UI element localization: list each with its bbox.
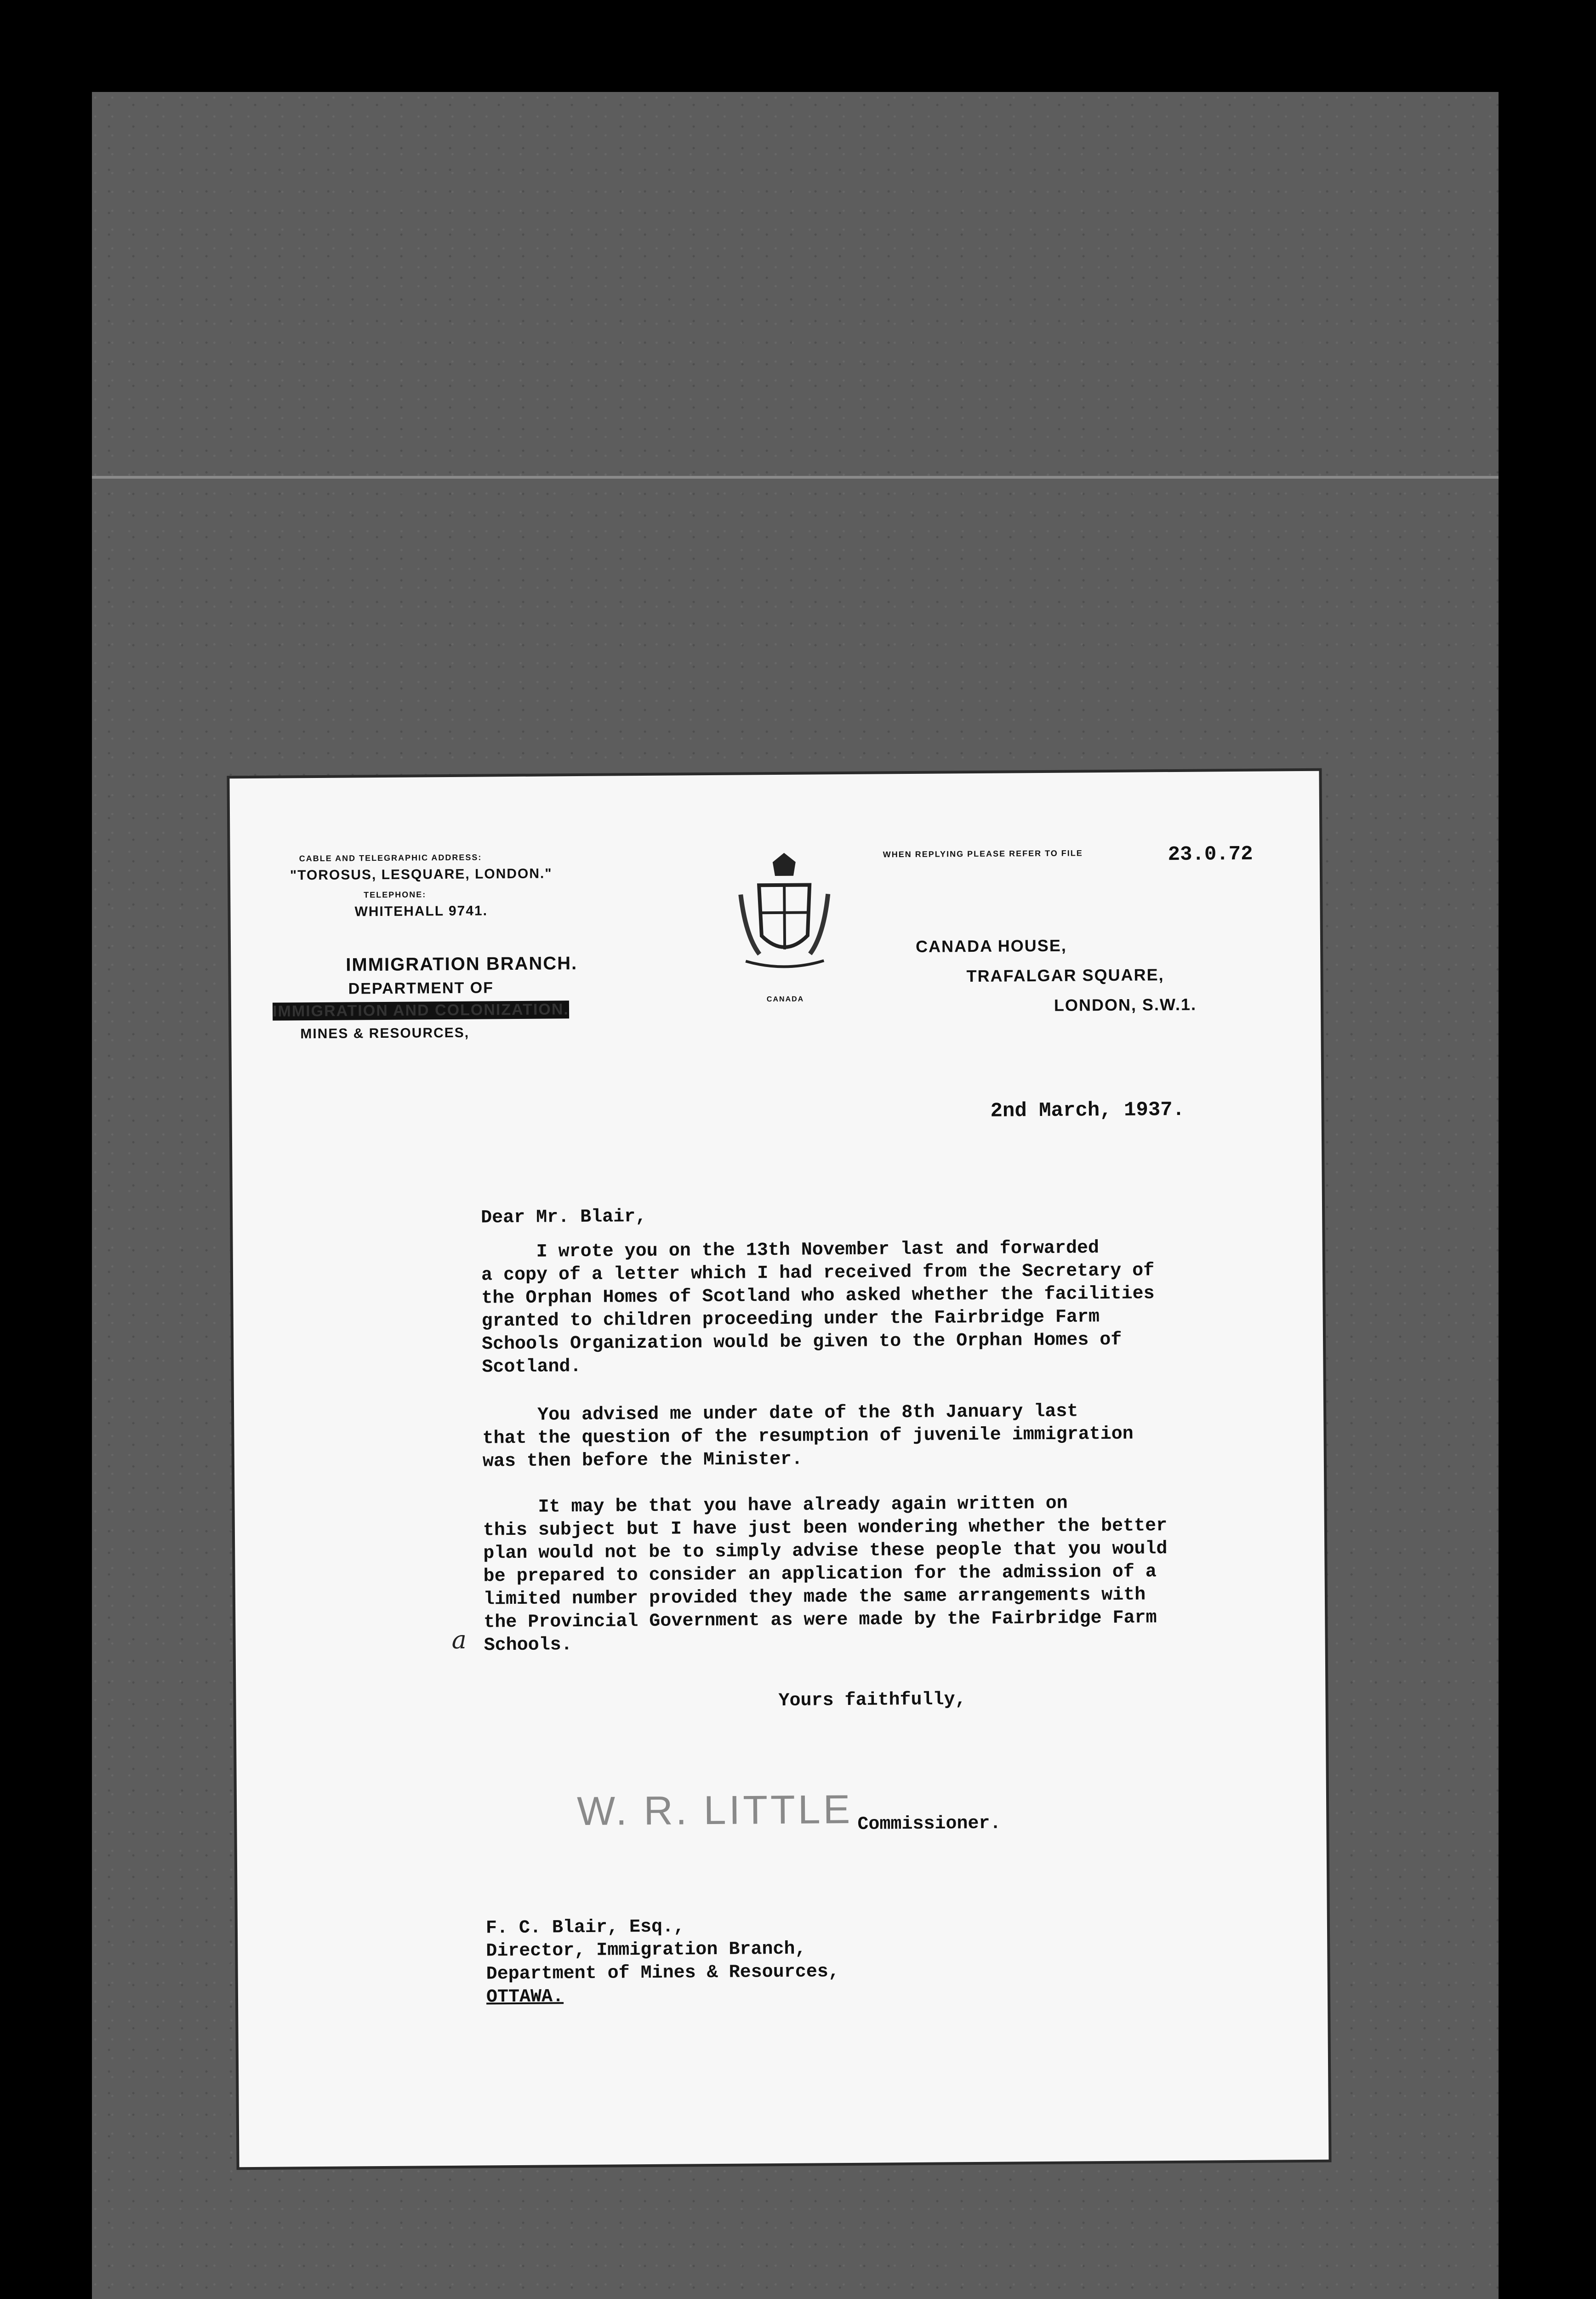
crest-label: CANADA xyxy=(766,995,804,1004)
closing: Yours faithfully, xyxy=(778,1689,966,1712)
recipient-line: F. C. Blair, Esq., xyxy=(485,1916,685,1939)
department-line2-struck: IMMIGRATION AND COLONIZATION. xyxy=(272,1001,569,1020)
recipient-line: OTTAWA. xyxy=(486,1986,564,2008)
text-line: It may be that you have already again written on xyxy=(483,1493,1068,1518)
text-line: You advised me under date of the 8th January last xyxy=(482,1401,1078,1426)
reply-note: WHEN REPLYING PLEASE REFER TO FILE xyxy=(883,848,1083,859)
letter-date: 2nd March, 1937. xyxy=(990,1098,1185,1123)
fold-line xyxy=(92,476,1499,479)
branch-name: IMMIGRATION BRANCH. xyxy=(346,953,578,975)
text-line: plan would not be to simply advise these people that you would xyxy=(483,1538,1168,1564)
paragraph-1 xyxy=(481,1236,1155,1379)
signer-title: Commissioner. xyxy=(857,1813,1001,1835)
address-line2: TRAFALGAR SQUARE, xyxy=(966,965,1164,986)
text-line: limited number provided they made the same arrangements with xyxy=(483,1584,1146,1610)
telephone-label: TELEPHONE: xyxy=(364,890,427,900)
paragraph-3 xyxy=(483,1492,1168,1657)
paragraph-2 xyxy=(482,1400,1134,1474)
text-line: Schools. xyxy=(484,1635,572,1656)
recipient-line: Director, Immigration Branch, xyxy=(486,1939,806,1962)
text-line: Scotland. xyxy=(482,1356,581,1378)
handwritten-margin-note: a xyxy=(451,1625,467,1654)
recipient-line: Department of Mines & Resources, xyxy=(486,1962,839,1985)
department-line1: DEPARTMENT OF xyxy=(348,979,494,998)
telephone-number: WHITEHALL 9741. xyxy=(354,903,488,920)
letter-page xyxy=(229,771,1328,2167)
cable-address: "TOROSUS, LESQUARE, LONDON." xyxy=(290,866,553,883)
address-line3: LONDON, S.W.1. xyxy=(1054,995,1197,1015)
address-line1: CANADA HOUSE, xyxy=(915,936,1067,956)
text-line: Schools Organization would be given to the Orphan Homes of xyxy=(481,1329,1122,1355)
department-line3: MINES & RESOURCES, xyxy=(300,1025,470,1042)
cable-label: CABLE AND TELEGRAPHIC ADDRESS: xyxy=(299,852,482,864)
text-line: the Provincial Government as were made by the Fairbridge Farm xyxy=(484,1607,1157,1633)
text-line: I wrote you on the 13th November last and forwarded xyxy=(481,1238,1100,1263)
salutation: Dear Mr. Blair, xyxy=(481,1207,647,1229)
text-line: be prepared to consider an application for the admission of a xyxy=(483,1561,1157,1587)
text-line: a copy of a letter which I had received from the Secretary of xyxy=(481,1260,1155,1286)
file-number: 23.0.72 xyxy=(1168,842,1253,867)
text-line: the Orphan Homes of Scotland who asked whether the facilities xyxy=(481,1283,1155,1309)
text-line: was then before the Minister. xyxy=(482,1449,803,1472)
text-line: this subject but I have just been wondering whether the better xyxy=(483,1516,1168,1541)
coat-of-arms-icon xyxy=(727,843,843,987)
recipient-block xyxy=(486,1915,840,2009)
signature-stamp: W. R. LITTLE xyxy=(576,1786,853,1834)
text-line: that the question of the resumption of juvenile immigration xyxy=(482,1424,1134,1449)
text-line: granted to children proceeding under the Fairbridge Farm xyxy=(481,1307,1100,1332)
